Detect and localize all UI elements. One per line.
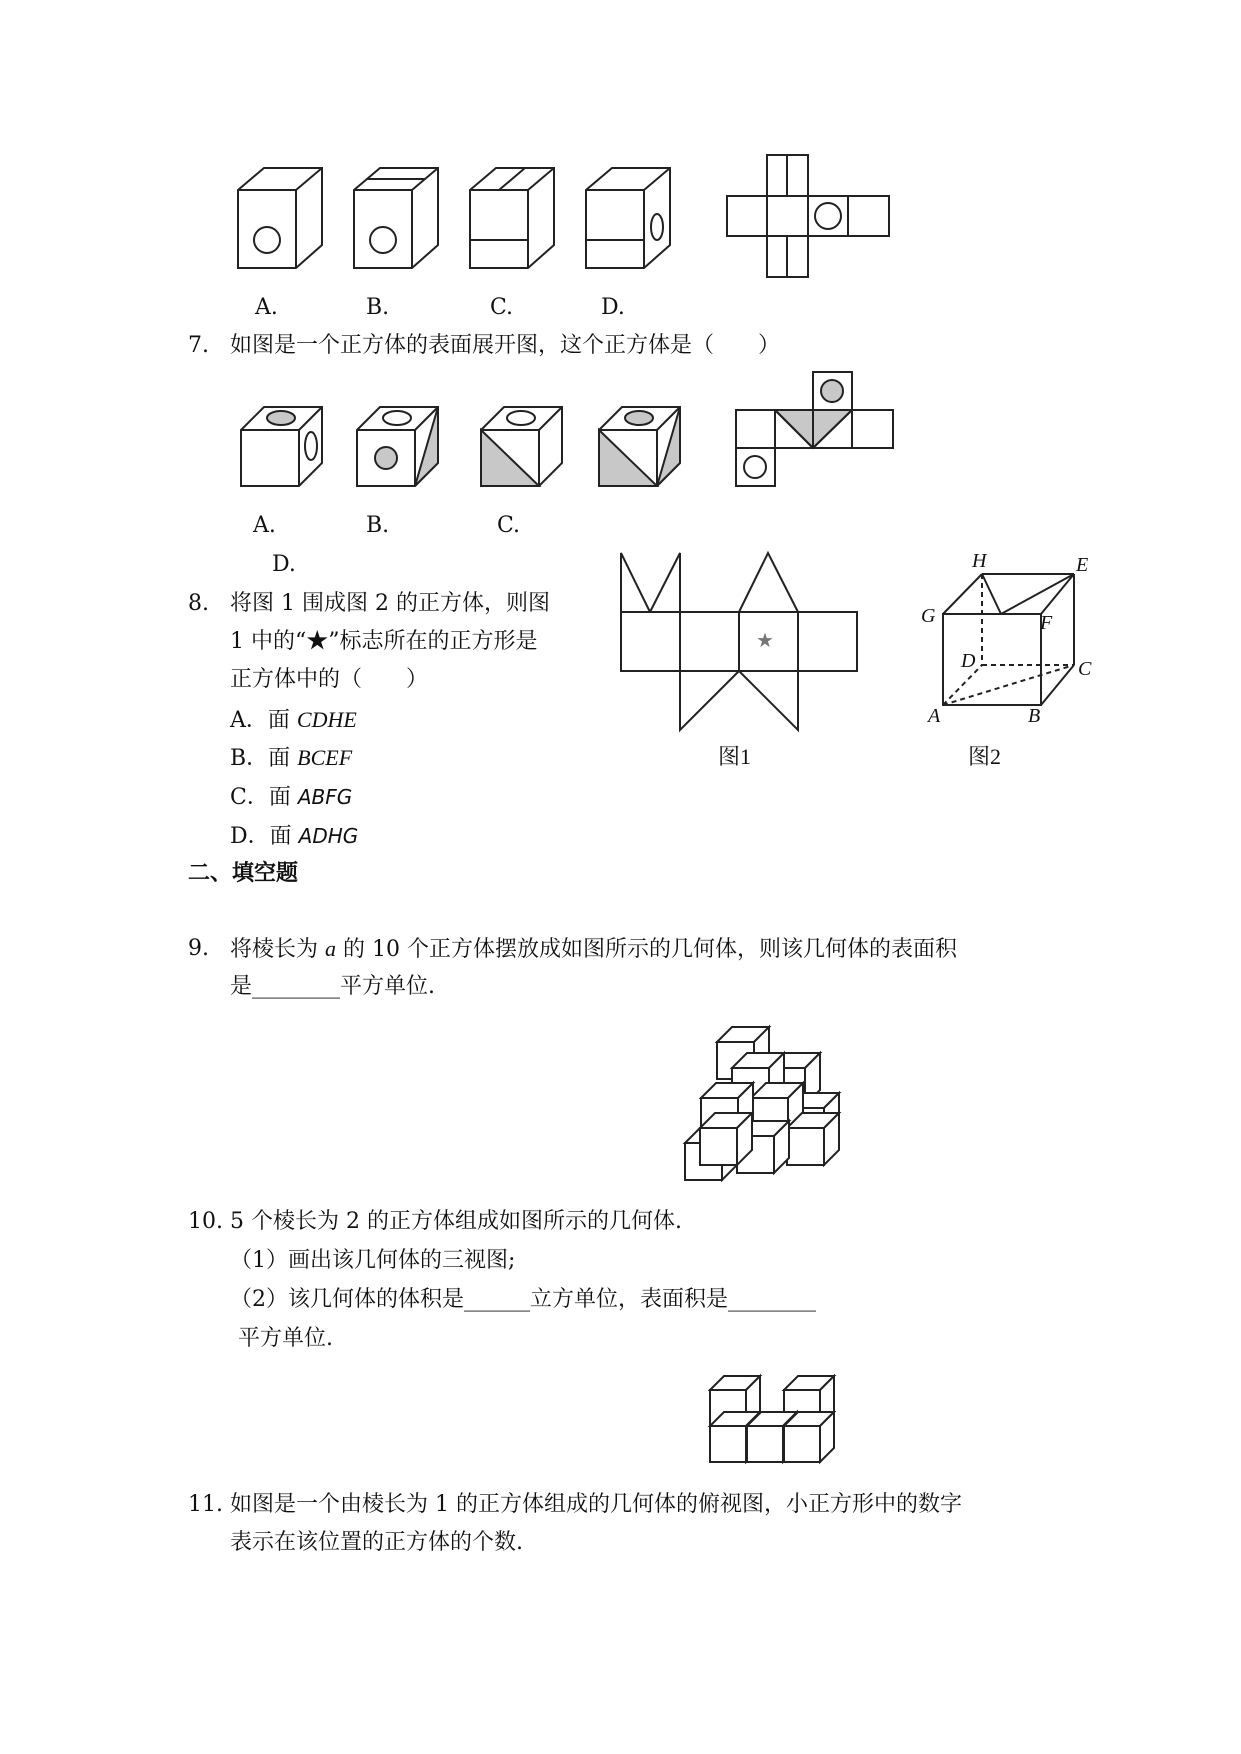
q8-figure-1-caption: 图1 <box>718 744 752 769</box>
q7-option-a[interactable]: A. <box>253 513 276 538</box>
q8-stem-line-1: 将图 1 围成图 2 的正方体，则图 <box>230 591 550 616</box>
q6-option-c[interactable]: C. <box>490 295 514 320</box>
unit-cube <box>784 1412 834 1462</box>
q6-option-b[interactable]: B. <box>366 295 390 320</box>
q8-option-b[interactable]: B．面 BCEF <box>230 745 353 771</box>
q10-line-1: 5 个棱长为 2 的正方体组成如图所示的几何体. <box>230 1209 682 1234</box>
vertex-label-h: H <box>972 550 987 572</box>
q8-option-c[interactable]: C．面 ABFG <box>230 785 353 810</box>
star-icon: ★ <box>756 628 774 652</box>
q11-line-1: 如图是一个由棱长为 1 的正方体组成的几何体的俯视图，小正方形中的数字 <box>230 1492 962 1517</box>
q6-option-a[interactable]: A. <box>255 295 278 320</box>
vertex-label-c: C <box>1078 658 1092 680</box>
q8-option-a[interactable]: A．面 CDHE <box>230 707 357 733</box>
q7-number: 7. <box>188 333 209 358</box>
q7-stem: 如图是一个正方体的表面展开图，这个正方体是（ ） <box>230 333 781 358</box>
vertex-label-f: F <box>1040 612 1053 634</box>
q7-option-d[interactable]: D. <box>272 552 296 577</box>
q8-figure-2-caption: 图2 <box>968 744 1002 769</box>
q10-line-2: （1）画出该几何体的三视图; <box>230 1248 516 1273</box>
q10-line-3: （2）该几何体的体积是______立方单位，表面积是________ <box>230 1287 816 1312</box>
q7-option-c[interactable]: C. <box>497 513 521 538</box>
q10-line-4: 平方单位. <box>238 1326 333 1351</box>
vertex-label-b: B <box>1028 705 1041 727</box>
q11-number: 11. <box>188 1492 223 1517</box>
section-title: 二、填空题 <box>188 860 299 886</box>
q7-option-b[interactable]: B. <box>366 513 390 538</box>
vertex-label-e: E <box>1076 554 1089 576</box>
q6-option-d[interactable]: D. <box>601 295 625 320</box>
q8-option-d[interactable]: D．面 ADHG <box>230 824 359 849</box>
vertex-label-g: G <box>921 605 936 627</box>
vertex-label-d: D <box>961 650 976 672</box>
q8-stem-line-2: 1 中的“★”标志所在的正方形是 <box>230 629 538 654</box>
q8-number: 8. <box>188 591 209 616</box>
q9-line-2: 是________平方单位. <box>230 974 435 999</box>
q9-line-1: 将棱长为 a 的 10 个正方体摆放成如图所示的几何体，则该几何体的表面积 <box>230 936 957 962</box>
q9-number: 9. <box>188 936 209 961</box>
q11-line-2: 表示在该位置的正方体的个数. <box>230 1530 523 1555</box>
q10-number: 10. <box>188 1209 223 1234</box>
vertex-label-a: A <box>928 705 941 727</box>
q8-stem-line-3: 正方体中的（ ） <box>230 667 429 692</box>
